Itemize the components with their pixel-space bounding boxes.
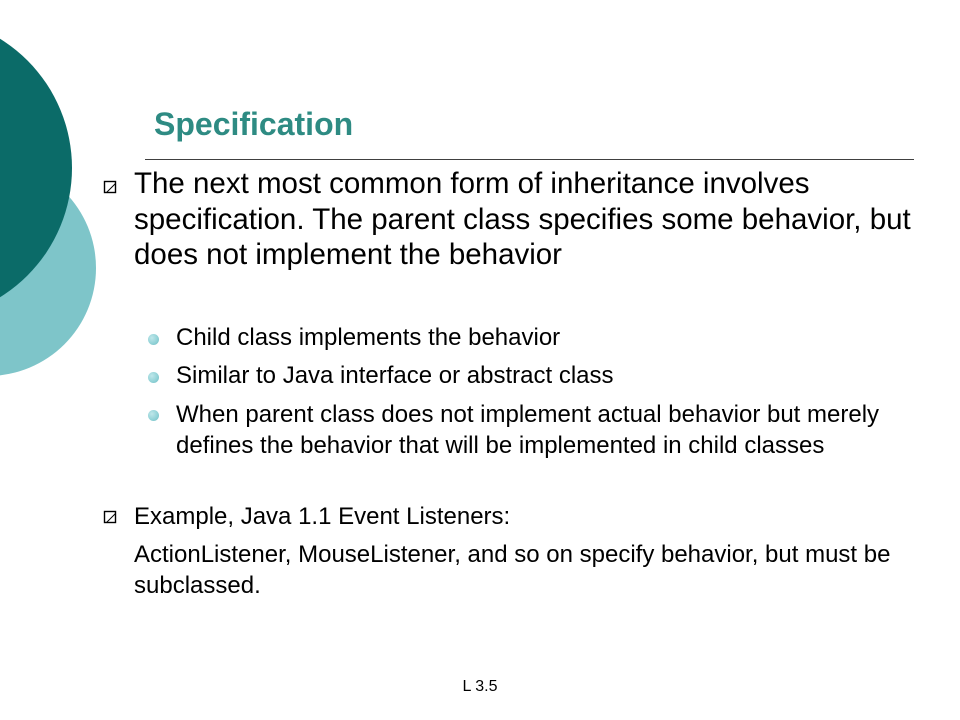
- bullet-2-continuation: ActionListener, MouseListener, and so on specify behavior, but must be subclassed.: [134, 541, 891, 599]
- sub-bullet-dot-icon: [148, 372, 159, 383]
- hollow-square-bullet-icon: [103, 510, 117, 524]
- sub-bullet-1-text: Child class implements the behavior: [176, 324, 561, 351]
- title-divider: [145, 159, 914, 160]
- sub-bullet-dot-icon: [148, 410, 159, 421]
- light-teal-circle: [0, 160, 96, 376]
- hollow-square-bullet-icon: [103, 180, 117, 194]
- sub-bullet-2-text: Similar to Java interface or abstract class: [176, 362, 614, 389]
- bullet-2-text: Example, Java 1.1 Event Listeners:: [134, 503, 511, 530]
- sub-bullet-dot-icon: [148, 334, 159, 345]
- slide-footer: L 3.5: [462, 678, 498, 695]
- dark-teal-circle: [0, 16, 72, 320]
- bullet-1-text: The next most common form of inheritance involves specification. The parent class specifies some behavior, but does not implement the behavior: [134, 167, 911, 271]
- sub-bullet-3-text: When parent class does not implement actual behavior but merely defines the behavior that will be implemented in child classes: [176, 401, 880, 459]
- slide-title: Specification: [154, 106, 354, 142]
